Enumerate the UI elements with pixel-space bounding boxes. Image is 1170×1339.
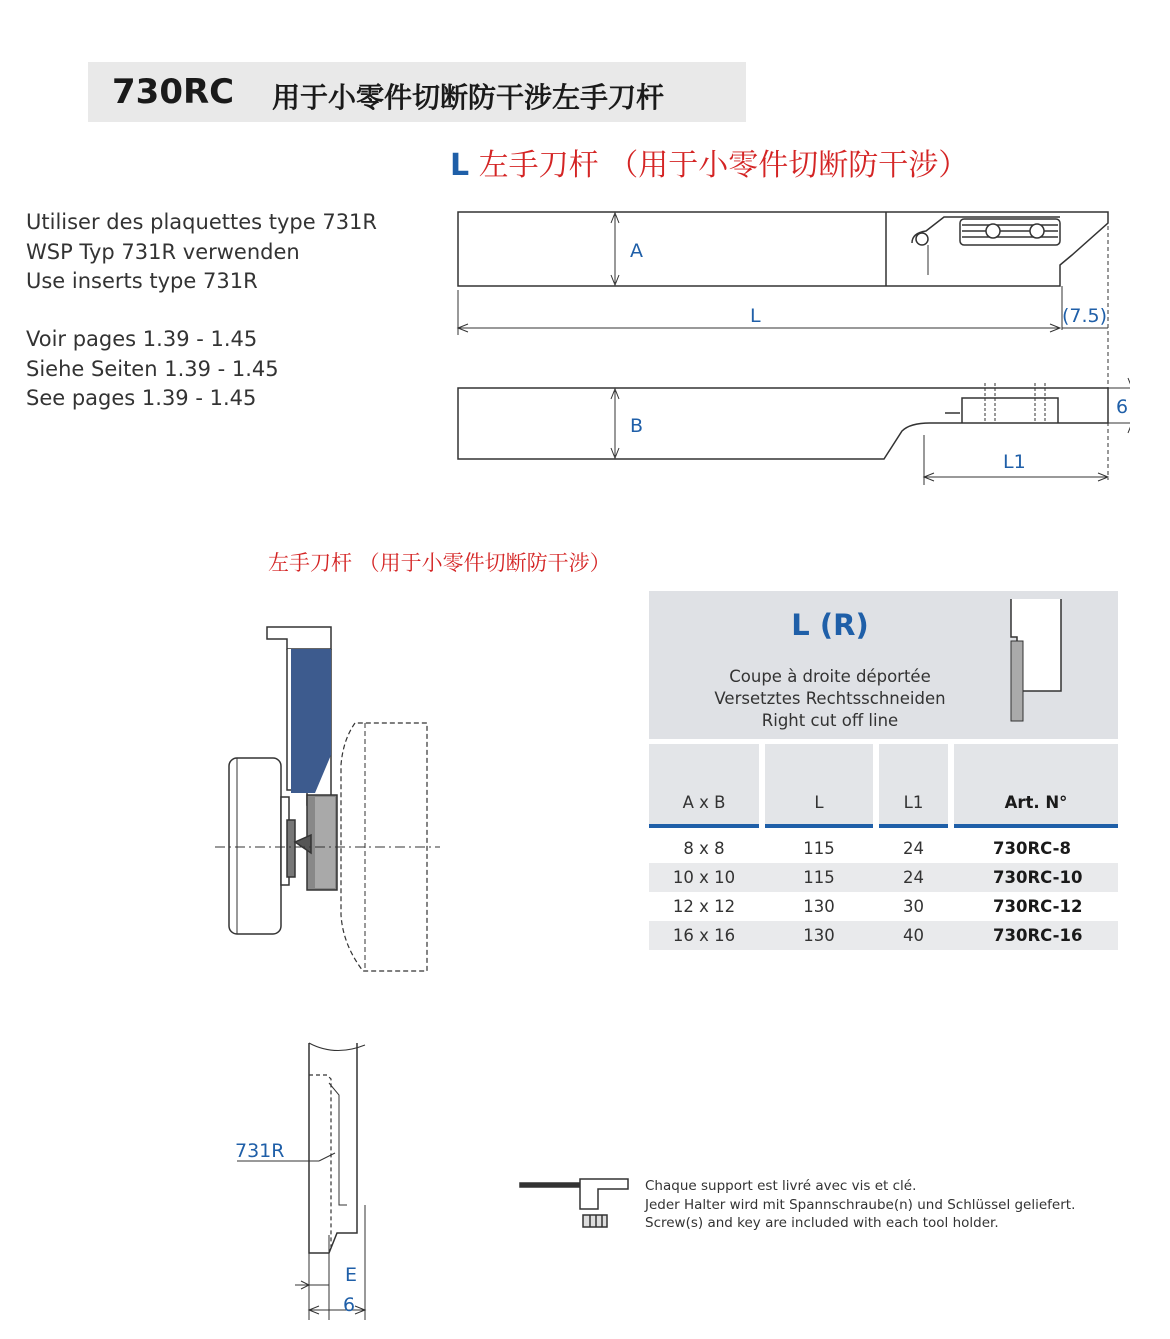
cell-l1: 30 [903, 897, 924, 916]
dim-a-label: A [630, 240, 643, 262]
cell-l: 115 [803, 839, 835, 858]
cut-line-en: Right cut off line [761, 711, 899, 730]
cell-l1: 24 [903, 868, 924, 887]
insert-info [26, 208, 377, 297]
dim-offset-label: (7.5) [1062, 305, 1108, 327]
table-row [649, 834, 1118, 863]
subtitle-text: 左手刀杆 （用于小零件切断防干涉） [469, 148, 969, 183]
screw-key-icon [518, 1175, 633, 1231]
cell-size: 10 x 10 [672, 868, 736, 887]
page-ref-fr: Voir pages 1.39 - 1.45 [26, 327, 258, 351]
cell-article: 730RC-10 [993, 868, 1083, 887]
dim-e-label: E [345, 1264, 358, 1286]
page-reference [26, 325, 279, 414]
table-row [649, 921, 1118, 950]
note-fr: Chaque support est livré avec vis et clé. [645, 1178, 917, 1194]
cell-article: 730RC-12 [993, 897, 1083, 916]
column-header-l1: L1 [879, 744, 948, 828]
insert-detail-drawing [225, 1035, 395, 1325]
dim-width-label: 6 [343, 1294, 356, 1316]
insert-info-fr: Utiliser des plaquettes type 731R [26, 210, 378, 234]
note-en: Screw(s) and key are included with each tool holder. [645, 1215, 999, 1231]
product-code: 730RC [112, 72, 235, 112]
toolholder-drawing [440, 195, 1130, 495]
cell-size: 8 x 8 [683, 839, 725, 858]
cell-size: 12 x 12 [672, 897, 736, 916]
cell-size: 16 x 16 [672, 926, 736, 945]
included-note [645, 1177, 1075, 1233]
cut-line-de: Versetztes Rechtsschneiden [714, 689, 946, 708]
application-drawing [215, 615, 455, 980]
column-header-l: L [765, 744, 873, 828]
cell-article: 730RC-8 [993, 839, 1071, 858]
cell-l1: 24 [903, 839, 924, 858]
cell-article: 730RC-16 [993, 926, 1083, 945]
table-code: L (R) [791, 608, 869, 642]
table-row [649, 863, 1118, 892]
table-row [649, 892, 1118, 921]
subtitle [450, 140, 968, 184]
red-caption: 左手刀杆 （用于小零件切断防干涉） [268, 551, 611, 575]
dim-height-label: 6 [1116, 396, 1129, 418]
page-ref-de: Siehe Seiten 1.39 - 1.45 [26, 356, 279, 381]
cell-l: 130 [803, 926, 835, 945]
column-header-axb: A x B [649, 744, 759, 828]
cut-line-fr: Coupe à droite déportée [729, 667, 931, 686]
page-ref-en: See pages 1.39 - 1.45 [26, 386, 257, 410]
dim-b-label: B [630, 415, 644, 437]
subtitle-letter: L [450, 148, 470, 183]
dim-l-label: L [750, 305, 761, 327]
insert-label: 731R [235, 1140, 285, 1162]
dim-l1-label: L1 [1003, 451, 1026, 473]
column-header-art-no: Art. N° [954, 744, 1118, 828]
cell-l: 115 [803, 868, 835, 887]
cut-direction-icon [1005, 597, 1075, 729]
page-title: 用于小零件切断防干涉左手刀杆 [272, 81, 665, 114]
insert-info-de: WSP Typ 731R verwenden [26, 239, 300, 264]
insert-info-en: Use inserts type 731R [26, 269, 258, 293]
cell-l1: 40 [903, 926, 924, 945]
note-de: Jeder Halter wird mit Spannschraube(n) und Schlüssel geliefert. [645, 1196, 1076, 1213]
cell-l: 130 [803, 897, 835, 916]
